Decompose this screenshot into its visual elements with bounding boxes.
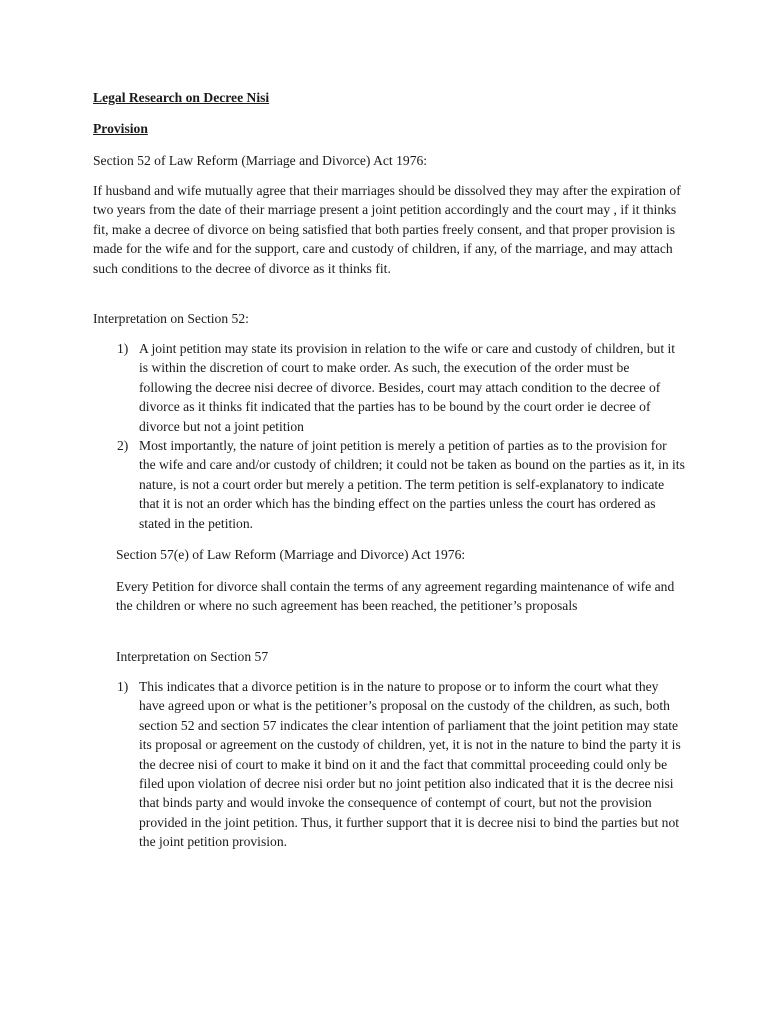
section-57-heading: Section 57(e) of Law Reform (Marriage and Divorce) Act 1976: xyxy=(116,547,466,562)
list-item-text: A joint petition may state its provision in relation to the wife or care and custody of children, but it is within the discretion of court to make order. As such, the execution of the order must be following the decree nisi decree of divorce. Besides, court may attach condition to the decree of divorce as it thinks fit indicated that the parties has to be bound by the court order ie decree of divorce but not a joint petition xyxy=(139,341,676,434)
interpretation-52-heading: Interpretation on Section 52: xyxy=(93,311,249,326)
interpretation-57-list xyxy=(93,677,685,852)
list-item xyxy=(93,677,685,852)
list-item-number: 1) xyxy=(117,679,129,694)
list-item xyxy=(93,436,685,533)
section-52-heading: Section 52 of Law Reform (Marriage and Divorce) Act 1976: xyxy=(93,153,428,168)
section-57-text: Every Petition for divorce shall contain the terms of any agreement regarding maintenance of wife and the children or where no such agreement has been reached, the petitioner’s proposals xyxy=(116,579,675,614)
section-52-text: If husband and wife mutually agree that their marriages should be dissolved they may after the expiration of two years from the date of their marriage present a joint petition accordingly and the court may , if it thinks fit, make a decree of divorce on being satisfied that both parties freely consent, and that proper provision is made for the wife and for the support, care and custody of children, if any, of the marriage, and may attach such conditions to the decree of divorce as it thinks fit. xyxy=(93,183,681,276)
provision-heading: Provision xyxy=(93,121,148,136)
list-item-number: 1) xyxy=(117,341,129,356)
list-item-number: 2) xyxy=(117,438,129,454)
list-item-text: Most importantly, the nature of joint petition is merely a petition of parties as to the provision for the wife and care and/or custody of children; it could not be taken as bound on the parties as it, in its nature, is not a court order but merely a petition. The term petition is self-explanatory to indicate that it is not an order which has the binding effect on the parties unless the court has ordered as stated in the petition. xyxy=(139,438,685,531)
list-item-text: This indicates that a divorce petition is in the nature to propose or to inform the court what they have agreed upon or what is the petitioner’s proposal on the custody of the children, as such, both section 52 and section 57 indicates the clear intention of parliament that the joint petition may state its proposal or agreement on the custody of children, yet, it is not in the nature to bind the party it is the decree nisi of court to make it bind on it and the fact that committal proceeding could only be filed upon violation of decree nisi order but no joint petition also indicated that it is the decree nisi that binds party and would invoke the consequence of contempt of court, but not the provision provided in the joint petition. Thus, it further support that it is decree nisi to bind the parties but not the joint petition provision. xyxy=(139,679,681,850)
interpretation-52-list xyxy=(93,339,685,533)
interpretation-57-heading: Interpretation on Section 57 xyxy=(116,649,269,664)
document-title: Legal Research on Decree Nisi xyxy=(93,90,270,105)
list-item xyxy=(93,339,685,436)
